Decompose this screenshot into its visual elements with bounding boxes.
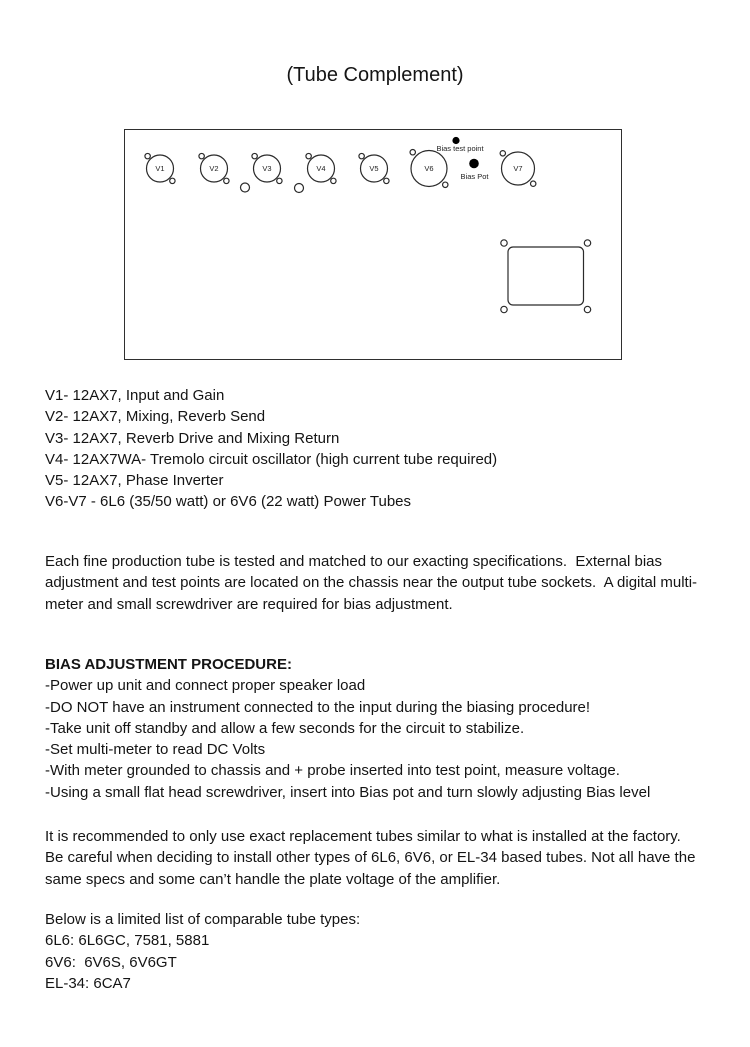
text-line: -Take unit off standby and allow a few seconds for the circuit to stabilize. [45,719,525,737]
tube-socket-v5 [359,153,389,183]
text-line: EL-34: 6CA7 [45,974,131,992]
text-line: V1- 12AX7, Input and Gain [45,387,225,404]
text-line: -With meter grounded to chassis and + probe inserted into test point, measure voltage. [45,762,620,780]
tube-socket-v2 [199,153,229,183]
tube-socket-v6 [410,150,448,188]
screw-hole [531,181,536,186]
text-line: -Power up unit and connect proper speaker load [45,677,366,695]
tube-socket-label: V6 [424,164,434,174]
text-line: Each fine production tube is tested and matched to our exacting specifications. External bias [45,553,663,570]
bias-procedure-heading: BIAS ADJUSTMENT PROCEDURE: [45,656,292,673]
text-line: -Using a small flat head screwdriver, insert into Bias pot and turn slowly adjusting Bias level [45,783,651,801]
comparable-list-items [45,930,360,994]
screw-hole [170,178,175,183]
text-line: V6-V7 - 6L6 (35/50 watt) or 6V6 (22 watt) Power Tubes [45,493,412,511]
bias-pot-dot [469,159,479,169]
tube-socket-label: V7 [513,164,523,174]
text-line: -DO NOT have an instrument connected to the input during the biasing procedure! [45,698,591,716]
screw-hole [584,306,590,312]
text-line: Be careful when deciding to install other types of 6L6, 6V6, or EL-34 based tubes. Not all have the [45,849,696,867]
screw-hole [501,240,507,246]
chassis-diagram [124,129,622,360]
screw-hole [145,153,150,158]
screw-hole [500,151,505,156]
text-line: It is recommended to only use exact replacement tubes similar to what is installed at the factory. [45,828,681,845]
chassis-hole [295,184,304,193]
screw-hole [584,240,590,246]
tube-socket-v7 [500,151,536,187]
page-title: (Tube Complement) [286,64,464,86]
text-line: 6V6: 6V6S, 6V6GT [45,953,177,971]
text-line: V4- 12AX7WA- Tremolo circuit oscillator (high current tube required) [45,450,498,468]
text-line: V3- 12AX7, Reverb Drive and Mixing Return [45,429,340,447]
screw-hole [359,153,364,158]
text-line: V2- 12AX7, Mixing, Reverb Send [45,408,266,426]
tube-socket-label: V5 [369,164,379,174]
comparable-list-heading: Below is a limited list of comparable tube types: [45,911,361,928]
screw-hole [384,178,389,183]
screw-hole [199,153,204,158]
tube-socket-label: V3 [262,164,272,174]
tube-socket-label: V1 [155,164,165,174]
screw-hole [277,178,282,183]
bias-pot-label: Bias Pot [460,172,489,181]
screw-hole [331,178,336,183]
text-line: adjustment and test points are located on the chassis near the output tube sockets. A digital multi- [45,574,698,592]
text-line: V5- 12AX7, Phase Inverter [45,472,224,490]
transformer-outline [508,247,584,305]
tube-socket-v1 [145,153,175,183]
screw-hole [501,306,507,312]
bias-test-point-label: Bias test point [436,144,484,153]
tube-socket-label: V2 [209,164,219,174]
bias-procedure-steps [45,675,650,803]
screw-hole [224,178,229,183]
replacement-tubes-note [45,826,695,890]
comparable-tube-types [45,909,360,994]
text-line: -Set multi-meter to read DC Volts [45,741,266,759]
text-line: meter and small screwdriver are required for bias adjustment. [45,595,453,613]
text-line: 6L6: 6L6GC, 7581, 5881 [45,932,210,950]
tube-testing-paragraph [45,551,697,615]
screw-hole [252,153,257,158]
tube-socket-v4 [306,153,336,183]
screw-hole [443,182,448,187]
screw-hole [306,153,311,158]
tube-socket-label: V4 [316,164,326,174]
text-line: same specs and some can’t handle the plate voltage of the amplifier. [45,870,501,888]
bias-adjustment-procedure [45,654,650,803]
screw-hole [410,150,415,155]
chassis-hole [241,183,250,192]
tube-socket-v3 [252,153,282,183]
chassis-diagram-svg [125,130,621,359]
tube-complement-list [45,385,497,513]
